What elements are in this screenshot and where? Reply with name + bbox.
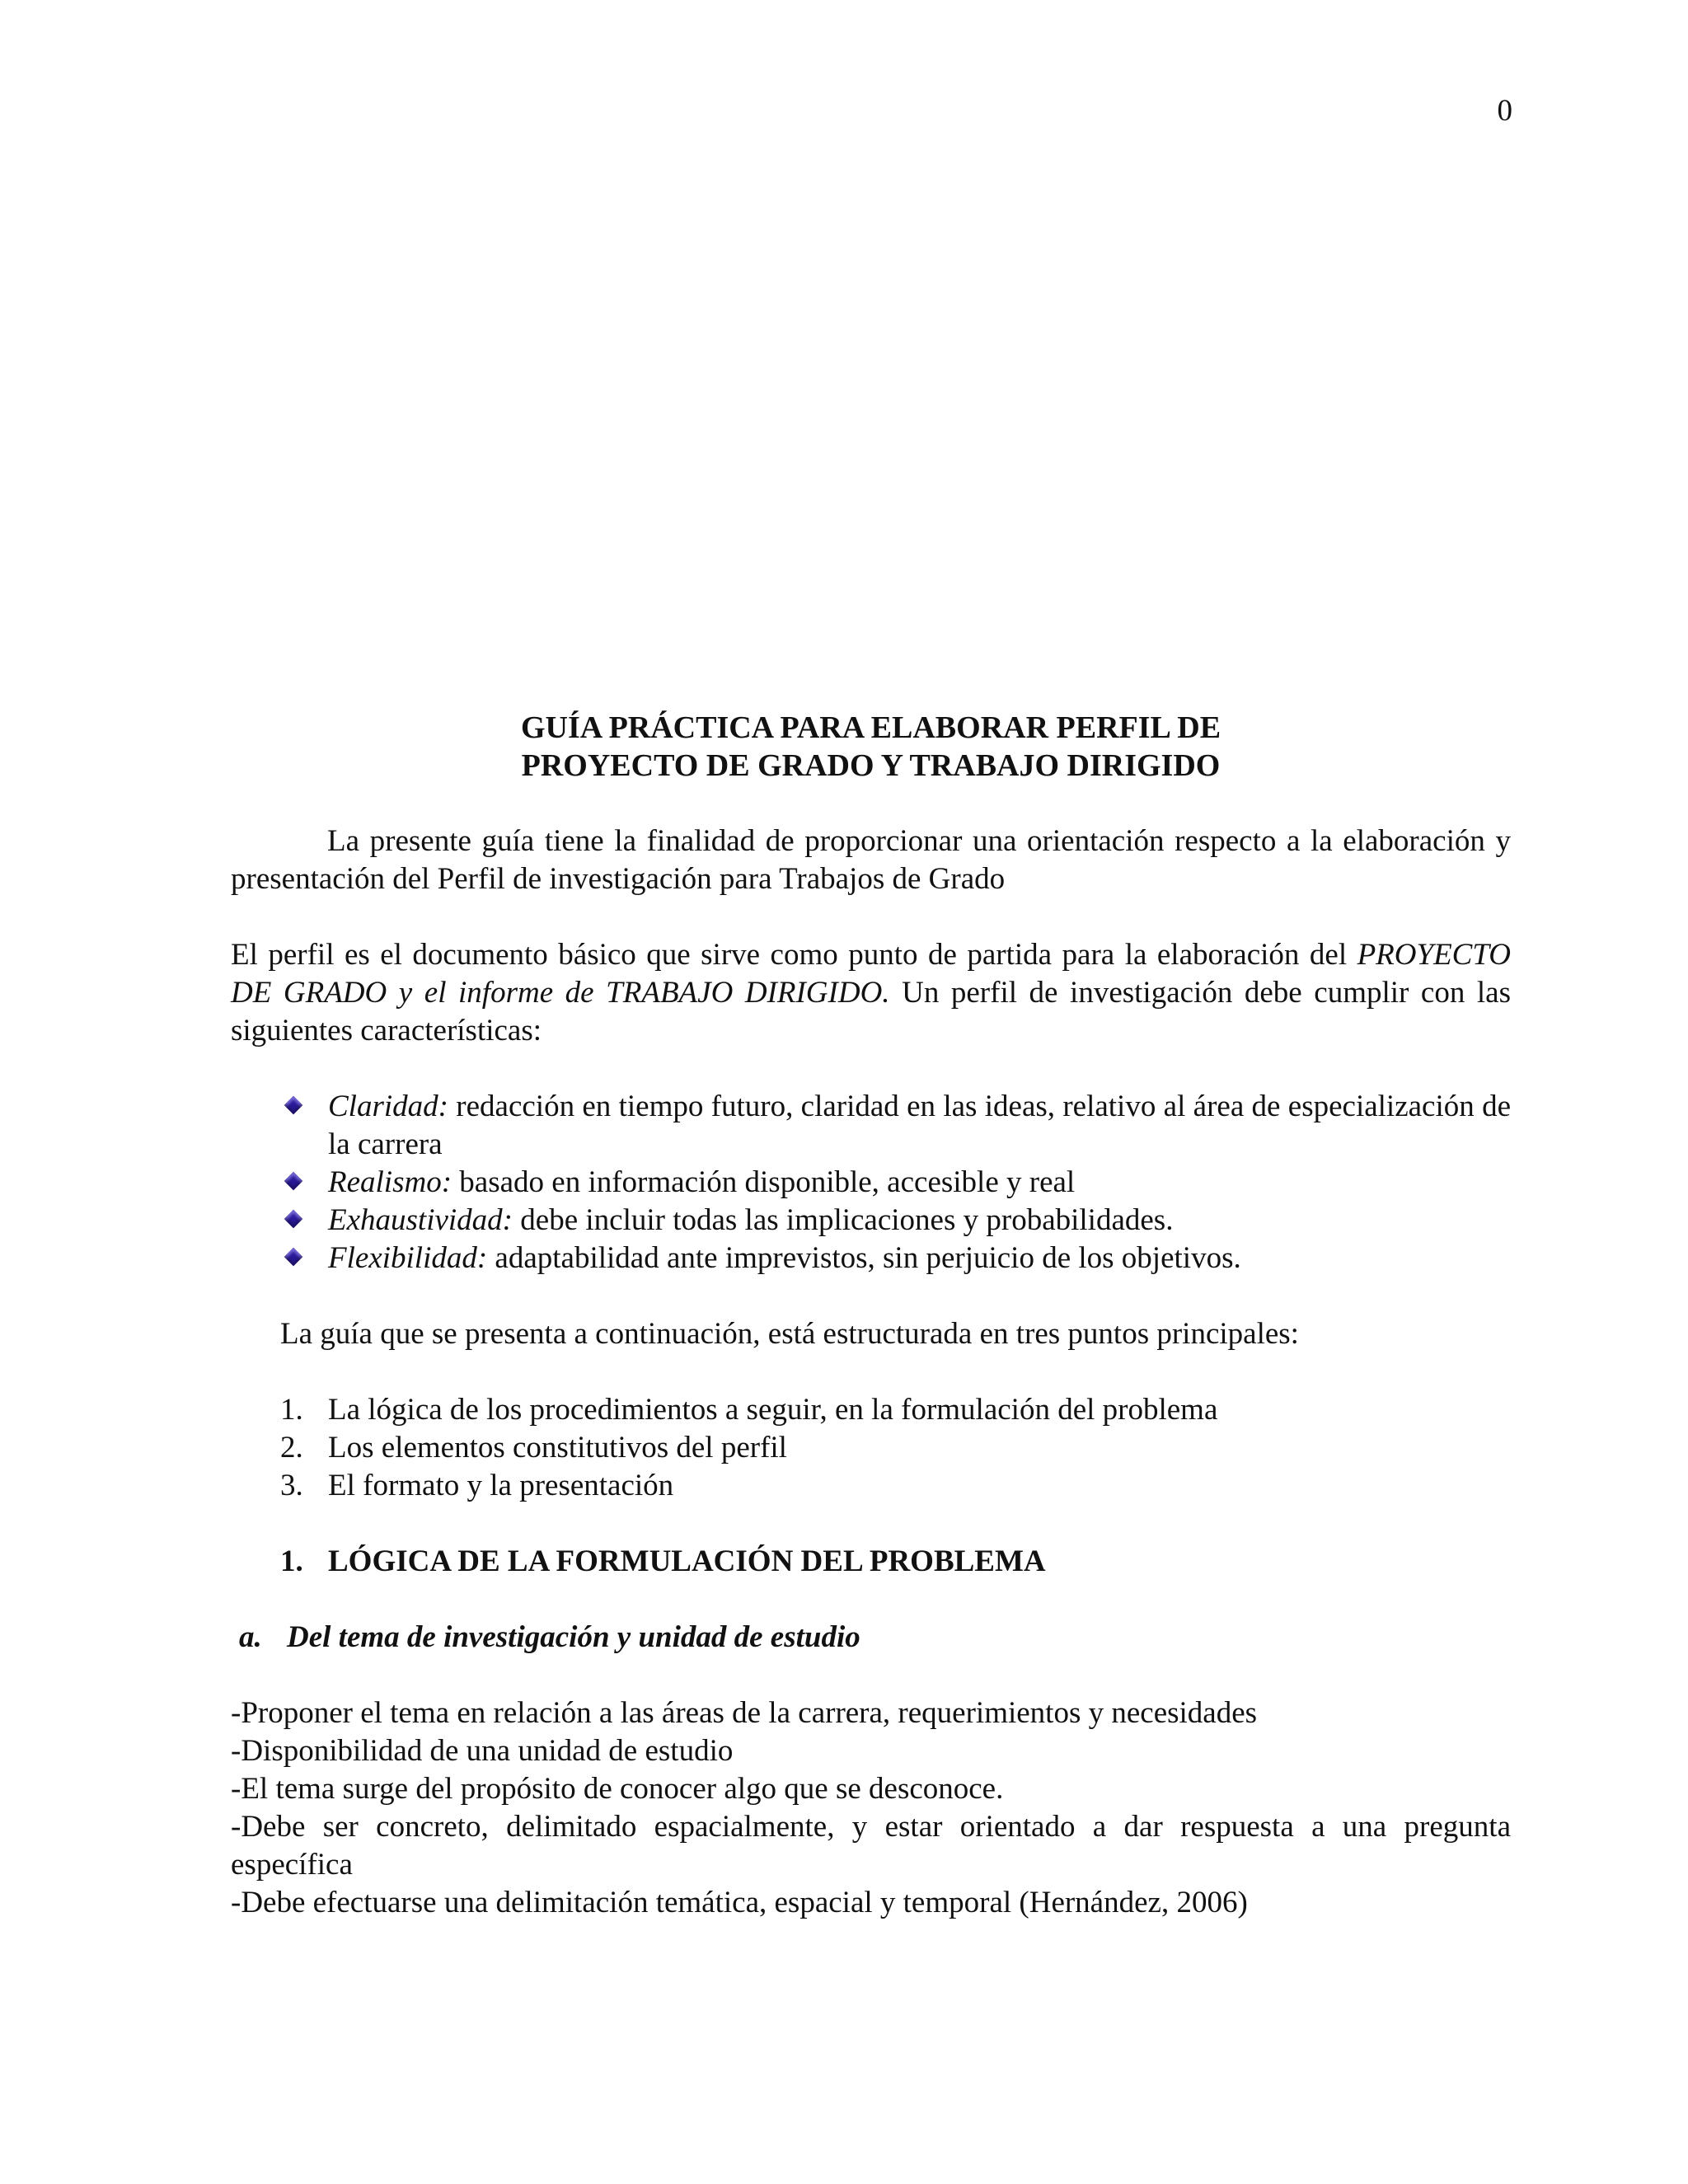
requirement-line: -El tema surge del propósito de conocer algo que se desconoce. [231, 1772, 1004, 1806]
page-number: 0 [1497, 94, 1512, 128]
list-text: El formato y la presentación [328, 1469, 674, 1502]
perfil-paragraph [231, 936, 1511, 1050]
subsection-heading [231, 1619, 1511, 1657]
list-item [280, 1429, 1511, 1467]
document-title [231, 709, 1511, 785]
list-number: 3. [280, 1469, 303, 1502]
diamond-bullet-icon [284, 1248, 303, 1267]
characteristic-text: basado en información disponible, accesible y real [452, 1165, 1076, 1199]
section-title: LÓGICA DE LA FORMULACIÓN DEL PROBLEMA [328, 1544, 1046, 1578]
requirement-line: -Disponibilidad de una unidad de estudio [231, 1734, 734, 1768]
document-body [231, 709, 1511, 1922]
requirement-line: -Debe ser concreto, delimitado espacialmente, y estar orientado a dar respuesta a una pregunta específica [231, 1810, 1511, 1882]
subsection-title: Del tema de investigación y unidad de estudio [287, 1620, 860, 1654]
diamond-bullet-icon [284, 1096, 303, 1115]
title-line-2: PROYECTO DE GRADO Y TRABAJO DIRIGIDO [521, 748, 1221, 783]
requirements-list [231, 1694, 1511, 1922]
perfil-paragraph-italic: PROYECTO DE GRADO y el informe de TRABAJO DIRIGIDO. [231, 938, 1511, 1010]
list-item [280, 1164, 1511, 1202]
section-heading [231, 1543, 1511, 1581]
list-item [280, 1088, 1511, 1164]
structure-points-list [231, 1391, 1511, 1505]
list-item [280, 1467, 1511, 1505]
section-number: 1. [280, 1544, 303, 1578]
characteristic-text: adaptabilidad ante imprevistos, sin perjuicio de los objetivos. [487, 1241, 1241, 1275]
requirement-line: -Debe efectuarse una delimitación temática, espacial y temporal (Hernández, 2006) [231, 1886, 1248, 1919]
characteristic-text: redacción en tiempo futuro, claridad en las ideas, relativo al área de especialización de la carrera [328, 1090, 1511, 1161]
characteristic-term: Claridad: [328, 1090, 448, 1123]
list-item [280, 1240, 1511, 1277]
characteristic-term: Exhaustividad: [328, 1203, 513, 1237]
perfil-paragraph-end: Un perfil de investigación debe cumplir con las siguientes características: [231, 976, 1511, 1047]
subsection-number: a. [239, 1620, 262, 1654]
characteristic-text: debe incluir todas las implicaciones y probabilidades. [513, 1203, 1174, 1237]
characteristic-term: Realismo: [328, 1165, 452, 1199]
characteristic-term: Flexibilidad: [328, 1241, 488, 1275]
diamond-bullet-icon [284, 1210, 303, 1229]
requirement-line: -Proponer el tema en relación a las áreas de la carrera, requerimientos y necesidades [231, 1696, 1258, 1730]
list-number: 1. [280, 1393, 303, 1427]
list-text: Los elementos constitutivos del perfil [328, 1431, 787, 1465]
list-number: 2. [280, 1431, 303, 1465]
diamond-bullet-icon [284, 1172, 303, 1191]
structure-intro: La guía que se presenta a continuación, está estructurada en tres puntos principales: [280, 1317, 1299, 1351]
perfil-paragraph-start: El perfil es el documento básico que sirve como punto de partida para la elaboración del [231, 938, 1357, 972]
characteristics-list [231, 1088, 1511, 1277]
intro-paragraph: La presente guía tiene la finalidad de proporcionar una orientación respecto a la elaboración y presentación del Perfil de investigación para Trabajos de Grado [231, 824, 1511, 896]
list-item [280, 1202, 1511, 1240]
list-item [280, 1391, 1511, 1429]
title-line-1: GUÍA PRÁCTICA PARA ELABORAR PERFIL DE [520, 710, 1221, 745]
list-text: La lógica de los procedimientos a seguir, en la formulación del problema [328, 1393, 1218, 1427]
